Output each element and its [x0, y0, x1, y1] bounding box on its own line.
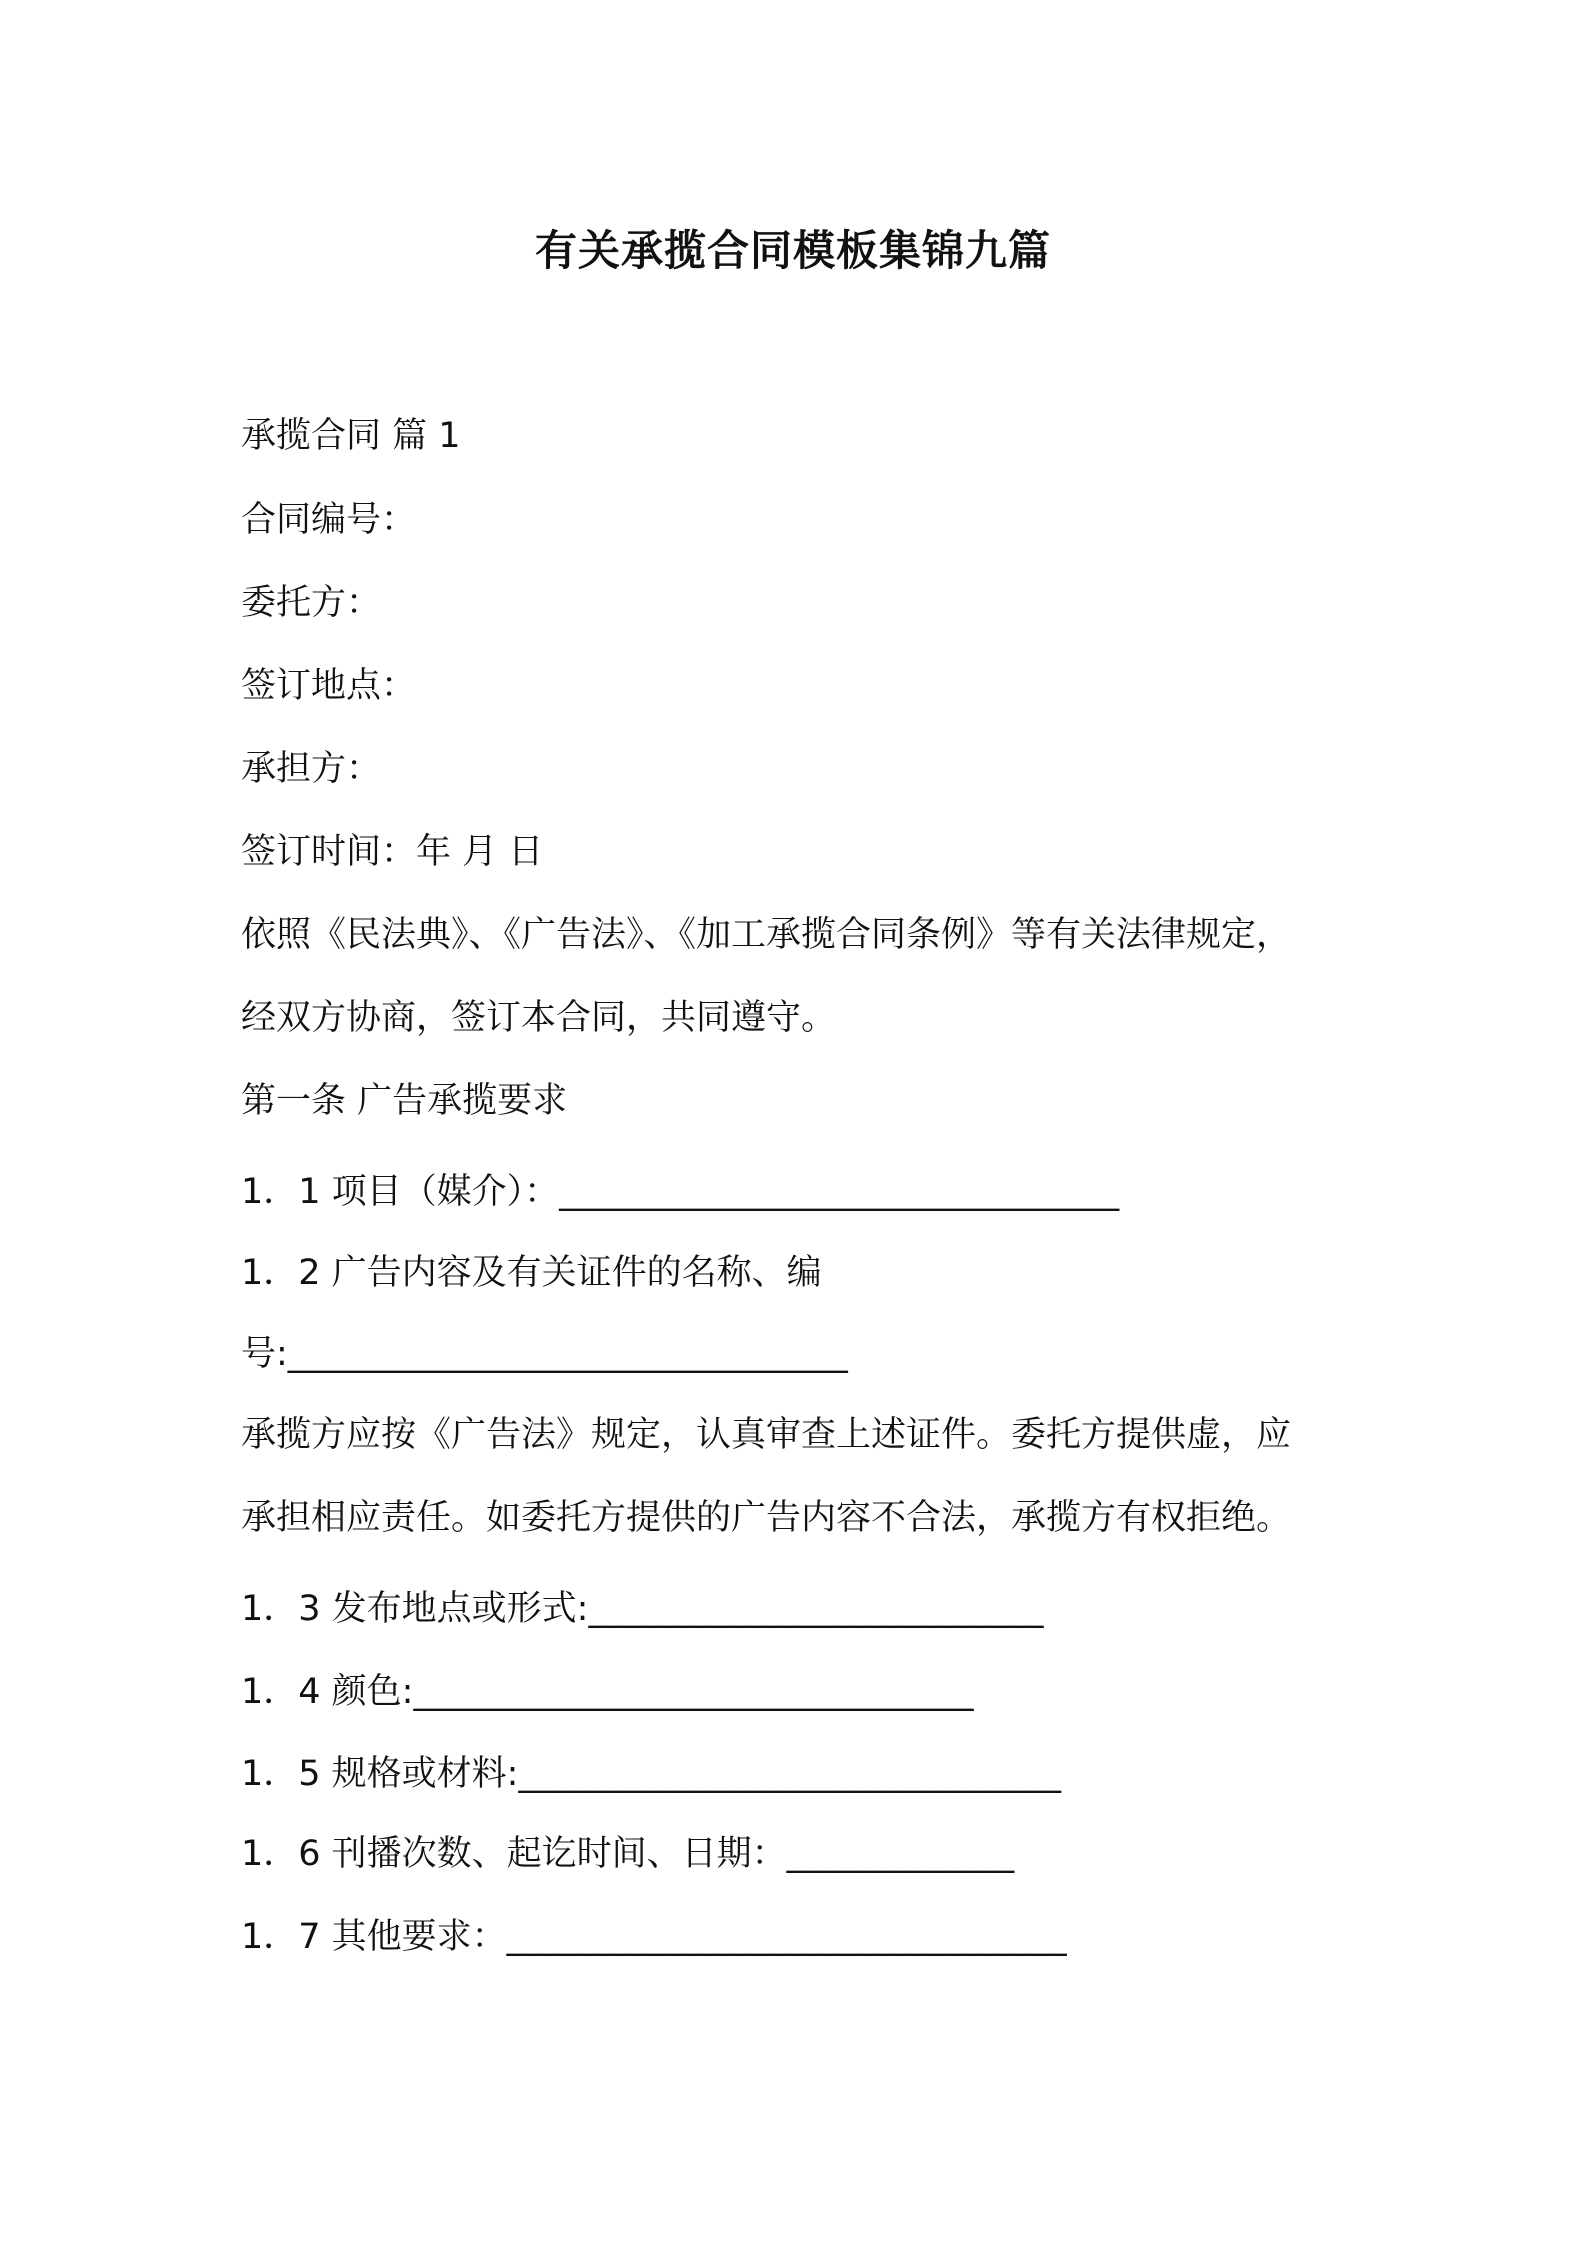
clause-line: 号:________________________________	[241, 1334, 848, 1374]
clause-line: 1．6 刊播次数、起讫时间、日期：_____________	[241, 1834, 1015, 1874]
signing-date-label: 签订时间：年 月 日	[241, 832, 544, 872]
clause-line: 1．5 规格或材料:_______________________________	[241, 1754, 1061, 1794]
contractor-label: 承担方：	[241, 749, 382, 789]
clause-line: 1．7 其他要求：________________________________	[241, 1917, 1067, 1957]
body-paragraph-line: 承担相应责任。如委托方提供的广告内容不合法，承揽方有权拒绝。	[241, 1498, 1292, 1538]
client-label: 委托方：	[241, 583, 382, 623]
document-title: 有关承揽合同模板集锦九篇	[534, 226, 1051, 275]
clause-line: 1．3 发布地点或形式:__________________________	[241, 1589, 1044, 1629]
clause-line: 1．2 广告内容及有关证件的名称、编	[241, 1253, 822, 1293]
contract-number-label: 合同编号：	[241, 500, 417, 540]
article-heading: 第一条 广告承揽要求	[241, 1081, 568, 1121]
body-paragraph-line: 经双方协商，签订本合同，共同遵守。	[241, 998, 837, 1038]
clause-line: 1．4 颜色:________________________________	[241, 1672, 974, 1712]
body-paragraph-line: 依照《民法典》、《广告法》、《加工承揽合同条例》等有关法律规定，	[241, 915, 1292, 955]
clause-line: 1．1 项目（媒介）：________________________________	[241, 1172, 1120, 1212]
signing-place-label: 签订地点：	[241, 666, 417, 706]
body-paragraph-line: 承揽方应按《广告法》规定，认真审查上述证件。委托方提供虚，应	[241, 1415, 1292, 1455]
section-heading: 承揽合同 篇 1	[241, 416, 461, 456]
